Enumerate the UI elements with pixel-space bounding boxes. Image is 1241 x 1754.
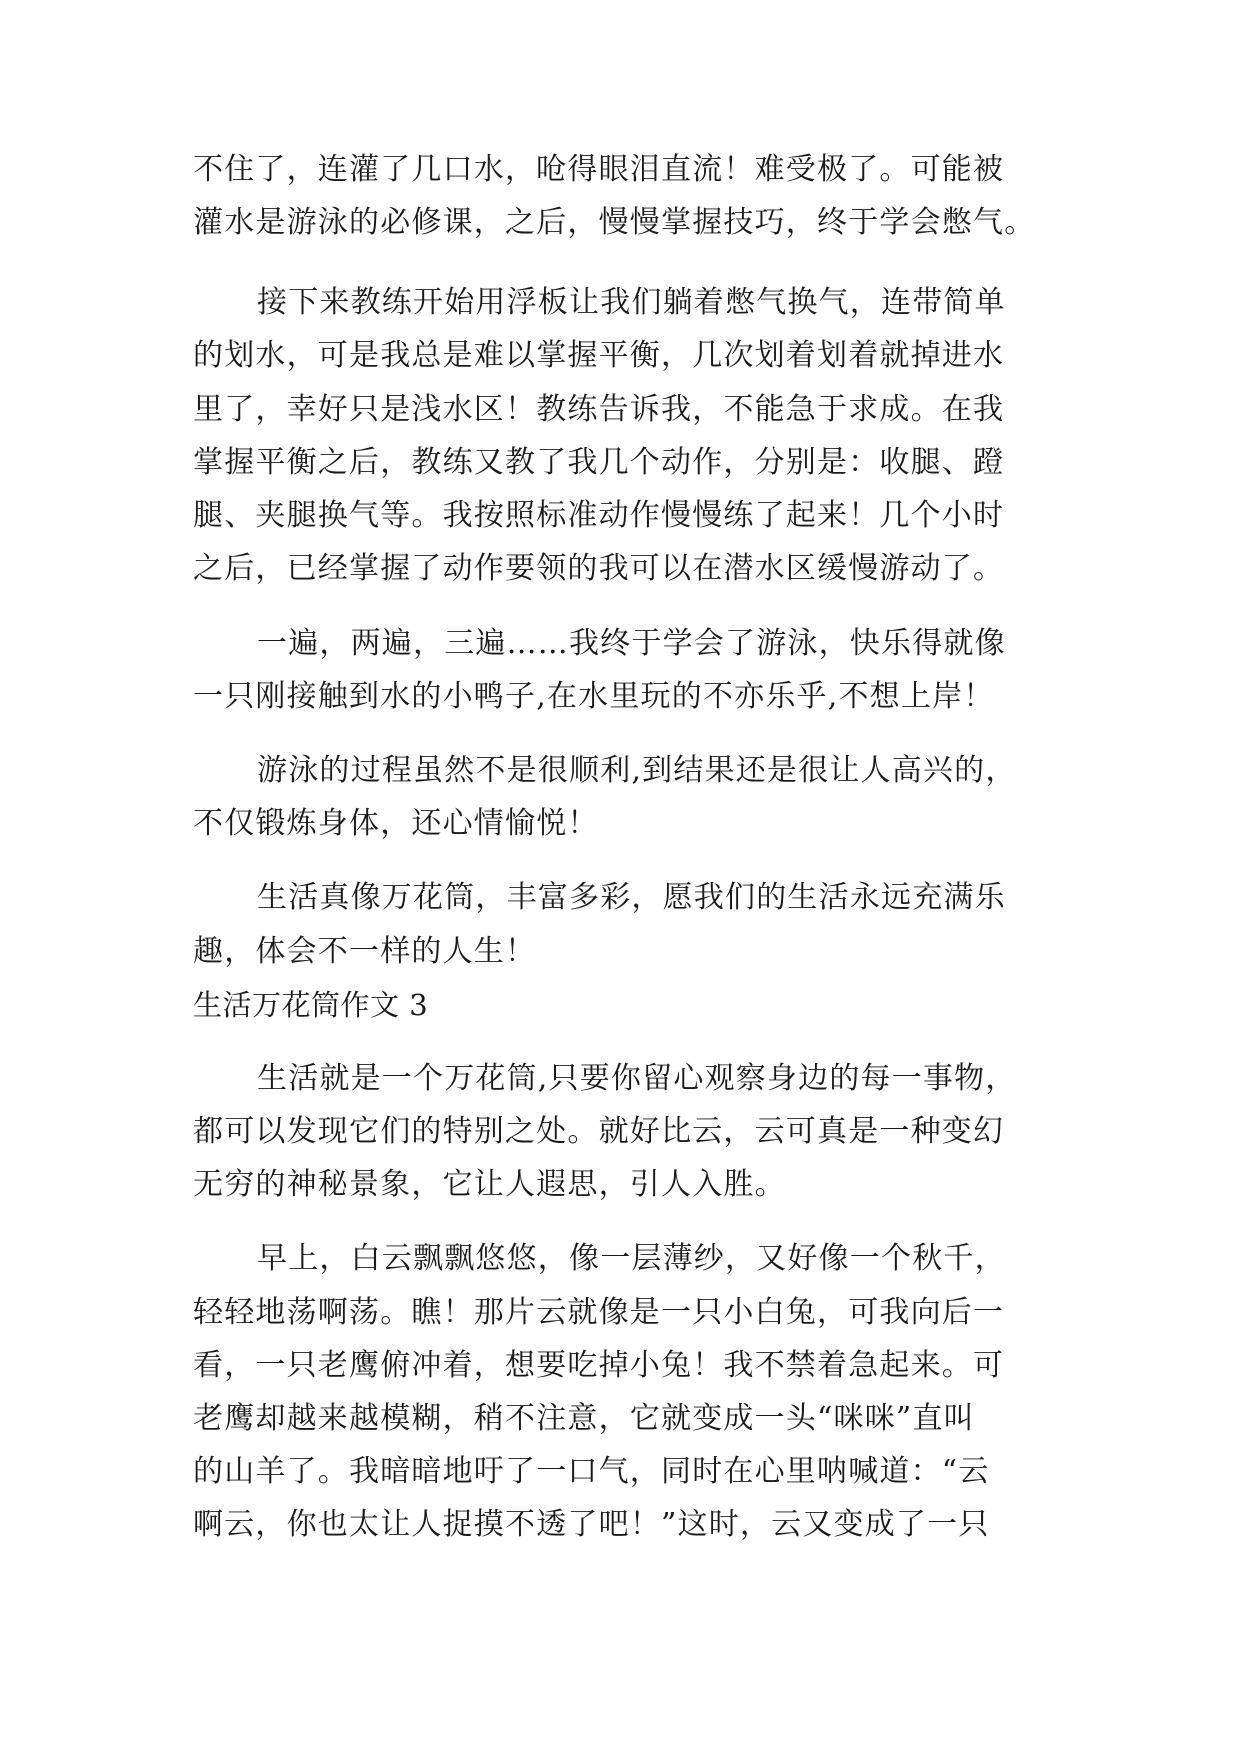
text-line: 腿、夹腿换气等。我按照标准动作慢慢练了起来！几个小时 [193, 498, 1005, 533]
text-line: 啊云，你也太让人捉摸不透了吧！”这时，云又变成了一只 [193, 1507, 990, 1542]
paragraph-start-line: 接下来教练开始用浮板让我们躺着憋气换气，连带简单 [257, 285, 1006, 320]
text-line: 的划水，可是我总是难以掌握平衡，几次划着划着就掉进水 [193, 338, 1005, 373]
text-line: 灌水是游泳的必修课，之后，慢慢掌握技巧，终于学会憋气。 [193, 205, 1036, 240]
text-line: 都可以发现它们的特别之处。就好比云，云可真是一种变幻 [193, 1114, 1005, 1149]
text-line: 不住了，连灌了几口水，呛得眼泪直流！难受极了。可能被 [193, 152, 1005, 187]
text-line: 无穷的神秘景象，它让人遐思，引人入胜。 [193, 1167, 786, 1202]
text-line: 不仅锻炼身体，还心情愉悦！ [193, 806, 599, 841]
text-line: 一只刚接触到水的小鸭子,在水里玩的不亦乐乎,不想上岸！ [193, 679, 995, 714]
text-line: 趣，体会不一样的人生！ [193, 934, 537, 969]
paragraph-start-line: 游泳的过程虽然不是很顺利,到结果还是很让人高兴的， [257, 753, 1017, 788]
text-line: 里了，幸好只是浅水区！教练告诉我，不能急于求成。在我 [193, 392, 1005, 427]
text-line: 之后，已经掌握了动作要领的我可以在潜水区缓慢游动了。 [193, 551, 1005, 586]
paragraph-start-line: 早上，白云飘飘悠悠，像一层薄纱，又好像一个秋千， [257, 1241, 1006, 1276]
text-line: 的山羊了。我暗暗地吁了一口气，同时在心里呐喊道：“云 [193, 1454, 990, 1489]
text-line: 老鹰却越来越模糊，稍不注意，它就变成一头“咪咪”直叫 [193, 1401, 975, 1436]
paragraph-start-line: 一遍，两遍，三遍……我终于学会了游泳，快乐得就像 [257, 626, 1006, 661]
paragraph-start-line: 生活真像万花筒，丰富多彩，愿我们的生活永远充满乐 [257, 880, 1006, 915]
text-line: 看，一只老鹰俯冲着，想要吃掉小兔！我不禁着急起来。可 [193, 1348, 1005, 1383]
paragraph-start-line: 生活就是一个万花筒,只要你留心观察身边的每一事物， [257, 1061, 1017, 1096]
text-line: 轻轻地荡啊荡。瞧！那片云就像是一只小白兔，可我向后一 [193, 1295, 1005, 1330]
section-heading: 生活万花筒作文 3 [193, 988, 429, 1022]
text-line: 掌握平衡之后，教练又教了我几个动作，分别是：收腿、蹬 [193, 445, 1005, 480]
